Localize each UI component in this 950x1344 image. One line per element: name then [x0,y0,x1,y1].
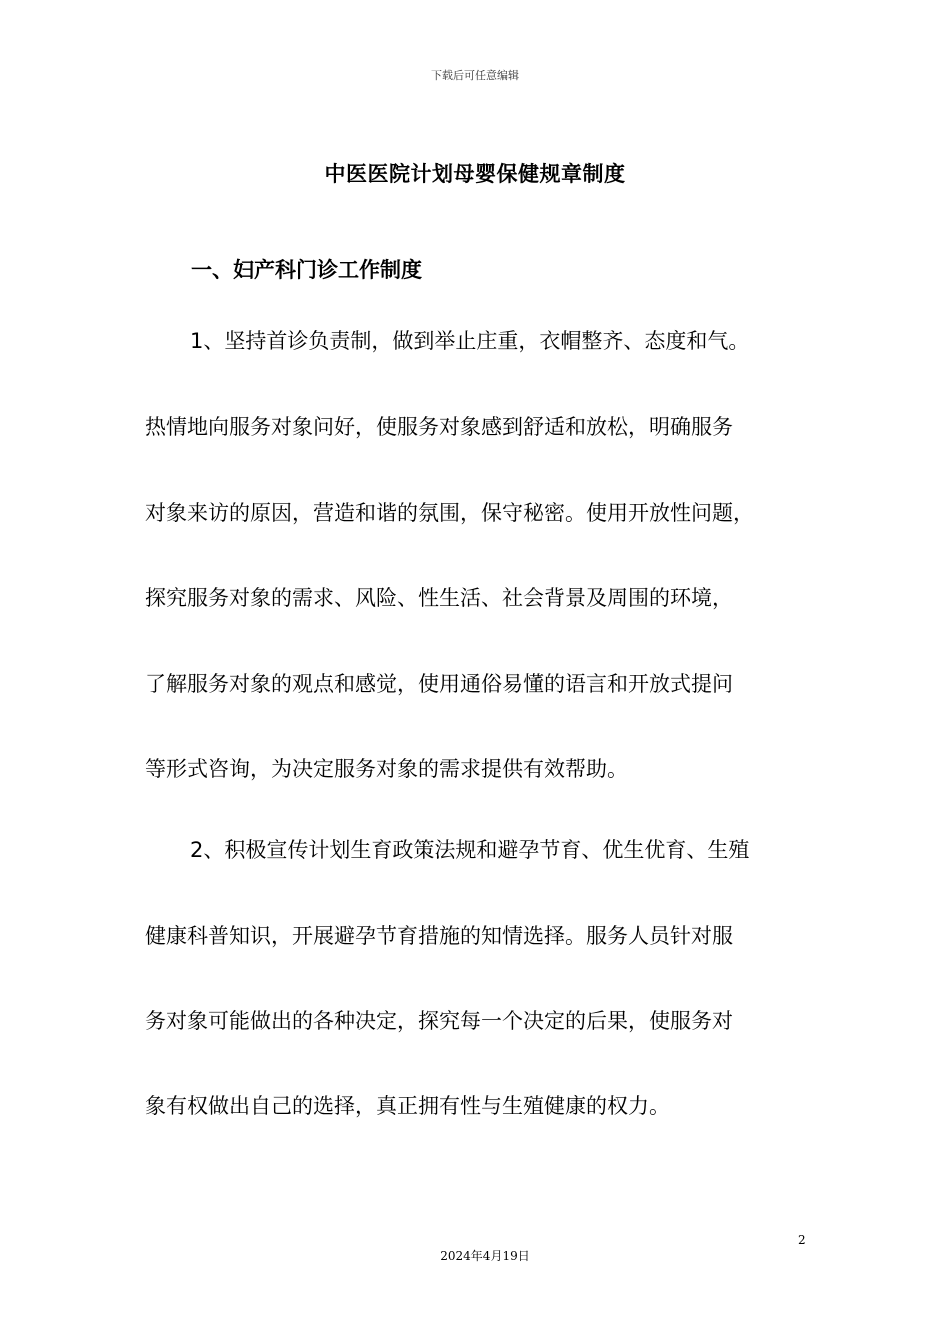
footer-date: 2024年4月19日 [440,1249,530,1263]
paragraph-line: 1、坚持首诊负责制，做到举止庄重，衣帽整齐、态度和气。 [190,329,750,353]
page-number: 2 [798,1233,806,1247]
paragraph-line: 象有权做出自己的选择，真正拥有性与生殖健康的权力。 [145,1094,670,1118]
header-note: 下载后可任意编辑 [431,69,519,82]
paragraph-line: 等形式咨询，为决定服务对象的需求提供有效帮助。 [145,757,628,781]
paragraph-line: 热情地向服务对象问好，使服务对象感到舒适和放松，明确服务 [145,415,733,439]
paragraph-line: 健康科普知识，开展避孕节育措施的知情选择。服务人员针对服 [145,924,733,948]
document-title: 中医医院计划母婴保健规章制度 [324,162,626,186]
paragraph-line: 了解服务对象的观点和感觉，使用通俗易懂的语言和开放式提问 [145,672,733,696]
paragraph-line: 对象来访的原因，营造和谐的氛围，保守秘密。使用开放性问题， [145,501,754,525]
paragraph-line: 务对象可能做出的各种决定，探究每一个决定的后果，使服务对 [145,1009,733,1033]
paragraph-line: 2、积极宣传计划生育政策法规和避孕节育、优生优育、生殖 [190,838,750,862]
paragraph-line: 探究服务对象的需求、风险、性生活、社会背景及周围的环境， [145,586,733,610]
section-heading: 一、妇产科门诊工作制度 [191,258,422,282]
